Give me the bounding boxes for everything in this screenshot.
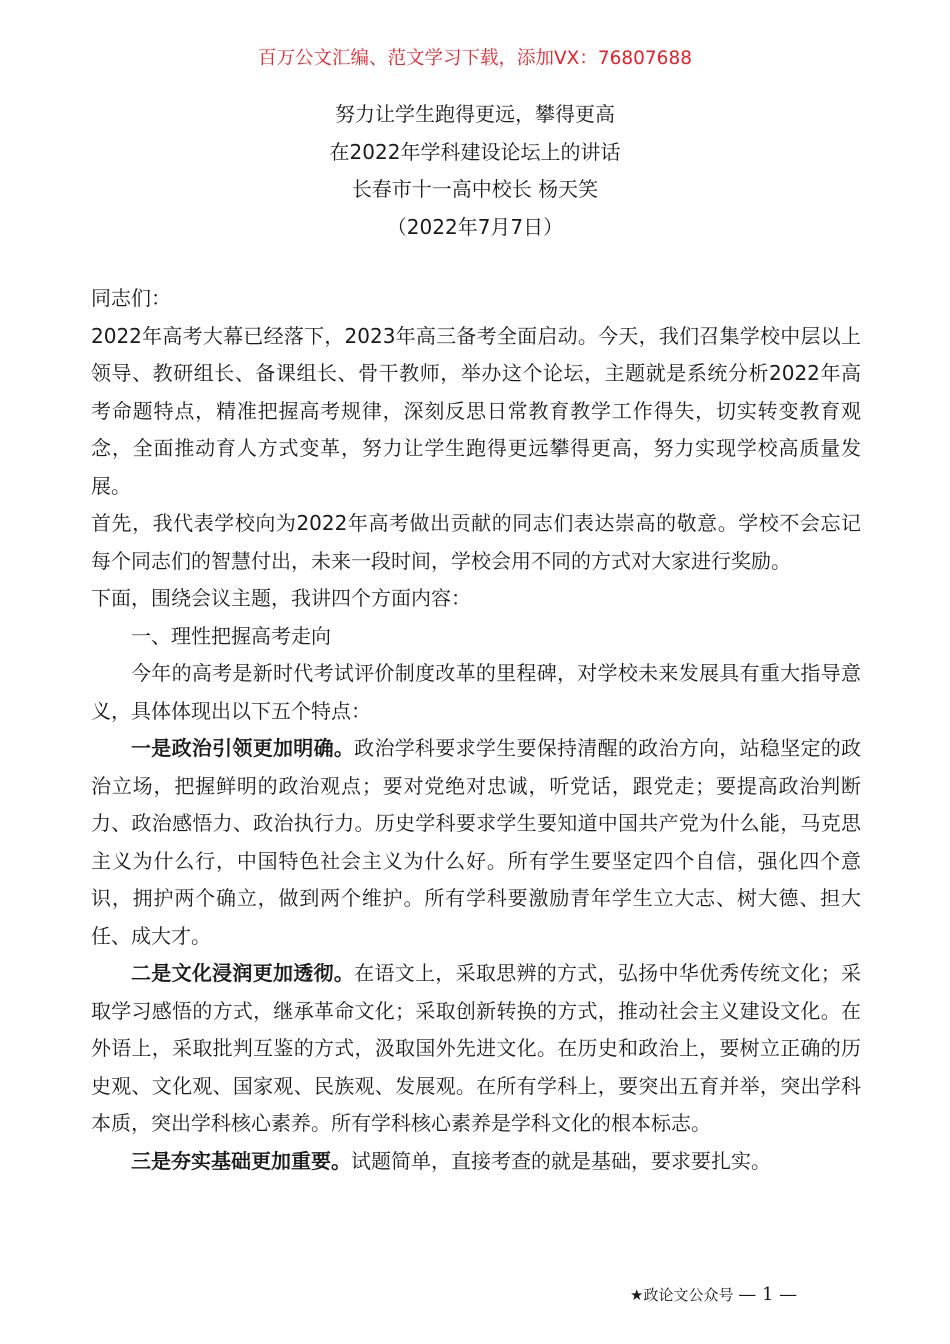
paragraph: 2022年高考大幕已经落下，2023年高三备考全面启动。今天，我们召集学校中层以上领导、教研组长、备课组长、骨干教师，举办这个论坛，主题就是系统分析2022年高考命题特点，精准把握高考规律，深刻反思日常教育教学工作得失，切实转变教育观念，全面推动育人方式变革，努力让学生跑得更远攀得更高，努力实现学校高质量发展。: [91, 323, 861, 498]
footer-source: ★政论文公众号: [630, 1286, 734, 1304]
title-block: [0, 96, 950, 246]
paragraph: 今年的高考是新时代考试评价制度改革的里程碑，对学校未来发展具有重大指导意义，具体体现出以下五个特点：: [91, 661, 861, 723]
page-number: — 1 —: [738, 1284, 798, 1305]
section-heading: 一、理性把握高考走向: [131, 623, 331, 648]
point-lead: 二是文化浸润更加透彻。: [131, 961, 355, 985]
point-lead: 三是夯实基础更加重要。: [131, 1148, 351, 1173]
paragraph: 下面，围绕会议主题，我讲四个方面内容：: [91, 586, 471, 610]
author-line: 长春市十一高中校长 杨天笑: [351, 177, 599, 201]
page-footer: [630, 1280, 797, 1310]
point-text: 试题简单，直接考查的就是基础，要求要扎实。: [351, 1148, 771, 1173]
point-paragraph: [91, 730, 861, 955]
point-text: 在语文上，采取思辨的方式，弘扬中华优秀传统文化；采取学习感悟的方式，继承革命文化；采取创新转换的方式，推动社会主义建设文化。在外语上，采取批判互鉴的方式，汲取国外先进文化。在历史和政治上，要树立正确的历史观、文化观、国家观、民族观、发展观。在所有学科上，要突出五育并举，突出学科本质，突出学科核心素养。所有学科核心素养是学科文化的根本标志。: [91, 961, 862, 1135]
document-body: [91, 280, 861, 1180]
main-title: 努力让学生跑得更远，攀得更高: [335, 102, 615, 126]
sub-title: 在2022年学科建设论坛上的讲话: [329, 139, 621, 164]
salutation: 同志们：: [91, 286, 171, 310]
watermark-banner: 百万公文汇编、范文学习下载，添加VX：76807688: [258, 48, 692, 69]
point-text: 政治学科要求学生要保持清醒的政治方向，站稳坚定的政治立场，把握鲜明的政治观点；要对党绝对忠诚，听党话，跟党走；要提高政治判断力、政治感悟力、政治执行力。历史学科要求学生要知道中国共产党为什么能，马克思主义为什么行，中国特色社会主义为什么好。所有学生要坚定四个自信，强化四个意识，拥护两个确立，做到两个维护。所有学科要激励青年学生立大志、树大德、担大任、成大才。: [91, 736, 862, 948]
paragraph: 首先，我代表学校向为2022年高考做出贡献的同志们表达崇高的敬意。学校不会忘记每个同志们的智慧付出，未来一段时间，学校会用不同的方式对大家进行奖励。: [91, 511, 861, 573]
point-paragraph: [91, 1143, 861, 1181]
date-line: （2022年7月7日）: [386, 214, 564, 239]
point-paragraph: [91, 955, 861, 1143]
point-lead: 一是政治引领更加明确。: [131, 736, 355, 760]
